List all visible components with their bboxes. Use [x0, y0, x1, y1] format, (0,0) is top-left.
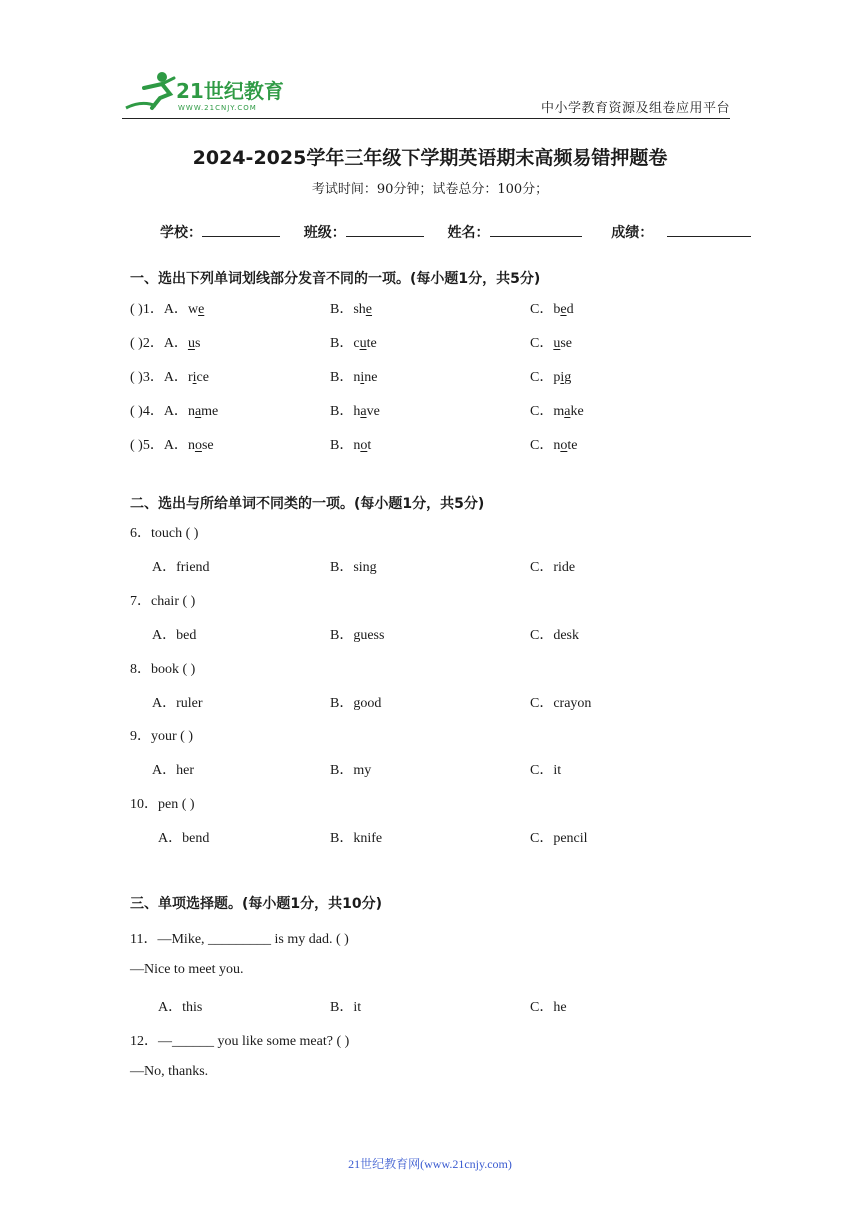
page-footer: 21世纪教育网(www.21cnjy.com): [348, 1157, 512, 1171]
word-part: se: [560, 336, 573, 351]
option-a-word: [188, 438, 214, 453]
question-12: 12．—______ you like some meat? ( ): [130, 1034, 350, 1049]
word-part: n: [353, 438, 361, 453]
option-a-word: [188, 404, 218, 419]
word-part: te: [366, 336, 377, 351]
question-9: 9．your ( ): [130, 729, 193, 744]
word-part: ce: [196, 370, 209, 385]
word-part: n: [187, 438, 195, 453]
logo-url: WWW.21CNJY.COM: [178, 104, 257, 112]
question-10: 10．pen ( ): [130, 797, 195, 812]
question-2: [130, 332, 200, 352]
option-letter: C．: [530, 336, 554, 351]
question-7: 7．chair ( ): [130, 594, 196, 609]
q6-option-a[interactable]: A．friend: [152, 560, 210, 575]
platform-name: 中小学教育资源及组卷应用平台: [540, 101, 730, 116]
option-a-word: [188, 370, 209, 385]
underlined-letter: o: [560, 438, 568, 453]
word-part: n: [553, 438, 561, 453]
q10-option-a[interactable]: A．bend: [158, 831, 210, 846]
underlined-letter: u: [187, 336, 195, 351]
class-label: 班级：: [303, 225, 346, 241]
q3-option-b[interactable]: [330, 366, 377, 386]
header-divider: [122, 118, 730, 119]
q2-option-c[interactable]: [530, 332, 572, 352]
question-number: ( )1．A．: [130, 302, 188, 317]
word-part: m: [553, 404, 565, 419]
exam-subtitle: 考试时间：90分钟；试卷总分：100分；: [311, 182, 549, 197]
q8-option-a[interactable]: A．ruler: [152, 696, 203, 711]
name-label: 姓名：: [447, 225, 490, 241]
name-blank[interactable]: [490, 222, 582, 237]
option-letter: B．: [330, 302, 354, 317]
word-part: c: [353, 336, 360, 351]
underlined-letter: u: [553, 336, 561, 351]
q10-option-b[interactable]: B．knife: [330, 831, 383, 846]
option-letter: B．: [330, 370, 354, 385]
q6-option-c[interactable]: C．ride: [530, 560, 576, 575]
question-3: [130, 366, 209, 386]
q9-option-c[interactable]: C．it: [530, 763, 562, 778]
word-part: ne: [364, 370, 378, 385]
option-letter: C．: [530, 404, 554, 419]
option-b-word: [353, 336, 376, 351]
question-number: ( )5．A．: [130, 438, 188, 453]
option-letter: B．: [330, 336, 354, 351]
word-part: ke: [570, 404, 584, 419]
class-blank[interactable]: [346, 222, 424, 237]
underlined-letter: a: [564, 404, 571, 419]
option-letter: B．: [330, 438, 354, 453]
word-part: r: [187, 370, 193, 385]
q2-option-b[interactable]: [330, 332, 377, 352]
option-a-word: [188, 302, 204, 317]
school-label: 学校：: [160, 225, 202, 241]
option-b-word: [353, 370, 377, 385]
word-part: g: [564, 370, 572, 385]
word-part: b: [553, 302, 561, 317]
q11-option-c[interactable]: C．he: [530, 1000, 567, 1015]
section3-heading: 三、单项选择题。(每小题1分，共10分): [130, 896, 383, 912]
question-6: 6．touch ( ): [130, 526, 199, 541]
school-blank[interactable]: [202, 222, 280, 237]
q7-option-b[interactable]: B．guess: [330, 628, 385, 643]
q1-option-c[interactable]: [530, 298, 574, 318]
question-8: 8．book ( ): [130, 662, 196, 677]
section2-heading: 二、选出与所给单词不同类的一项。(每小题1分，共5分): [130, 496, 485, 512]
question-number: ( )4．A．: [130, 404, 188, 419]
score-blank[interactable]: [667, 222, 751, 237]
word-part: sh: [353, 302, 366, 317]
option-b-word: [353, 404, 379, 419]
score-label: 成绩：: [611, 225, 654, 241]
word-part: s: [194, 336, 201, 351]
question-11-reply: —Nice to meet you.: [130, 962, 244, 977]
q6-option-b[interactable]: B．sing: [330, 560, 377, 575]
word-part: p: [553, 370, 561, 385]
option-letter: C．: [530, 438, 554, 453]
brand-logo: [122, 68, 292, 116]
word-part: n: [187, 404, 195, 419]
q5-option-b[interactable]: [330, 434, 371, 454]
option-letter: B．: [330, 404, 354, 419]
underlined-letter: u: [359, 336, 367, 351]
option-letter: C．: [530, 370, 554, 385]
word-part: t: [367, 438, 372, 453]
q9-option-a[interactable]: A．her: [152, 763, 194, 778]
q11-option-b[interactable]: B．it: [330, 1000, 362, 1015]
option-b-word: [353, 438, 371, 453]
option-c-word: [553, 438, 577, 453]
option-c-word: [553, 370, 571, 385]
underlined-letter: i: [192, 370, 197, 385]
q5-option-c[interactable]: [530, 434, 577, 454]
underlined-letter: a: [360, 404, 367, 419]
underlined-letter: o: [360, 438, 368, 453]
underlined-letter: o: [194, 438, 202, 453]
q8-option-b[interactable]: B．good: [330, 696, 382, 711]
question-5: [130, 434, 214, 454]
question-1: [130, 298, 204, 318]
q11-option-a[interactable]: A．this: [158, 1000, 203, 1015]
option-letter: C．: [530, 302, 554, 317]
option-c-word: [553, 336, 572, 351]
q7-option-a[interactable]: A．bed: [152, 628, 197, 643]
underlined-letter: i: [360, 370, 365, 385]
question-4: [130, 400, 218, 420]
word-part: n: [353, 370, 361, 385]
q4-option-c[interactable]: [530, 400, 584, 420]
word-part: h: [353, 404, 361, 419]
underlined-letter: e: [560, 302, 567, 317]
question-number: ( )3．A．: [130, 370, 188, 385]
word-part: se: [201, 438, 214, 453]
question-12-reply: —No, thanks.: [130, 1064, 209, 1079]
exam-title: 2024-2025学年三年级下学期英语期末高频易错押题卷: [192, 147, 668, 169]
underlined-letter: a: [194, 404, 202, 419]
word-part: ve: [366, 404, 380, 419]
q3-option-c[interactable]: [530, 366, 571, 386]
student-info-row: [160, 222, 751, 242]
underlined-letter: e: [365, 302, 373, 317]
word-part: d: [566, 302, 574, 317]
option-c-word: [553, 302, 573, 317]
question-number: ( )2．A．: [130, 336, 188, 351]
word-part: w: [187, 302, 199, 317]
q7-option-c[interactable]: C．desk: [530, 628, 579, 643]
q1-option-b[interactable]: [330, 298, 372, 318]
underlined-letter: i: [560, 370, 565, 385]
q10-option-c[interactable]: C．pencil: [530, 831, 588, 846]
word-part: me: [201, 404, 219, 419]
option-c-word: [553, 404, 583, 419]
word-part: te: [567, 438, 578, 453]
q8-option-c[interactable]: C．crayon: [530, 696, 592, 711]
question-11: 11．—Mike, _________ is my dad. ( ): [130, 932, 349, 947]
logo-text: 21世纪教育: [176, 79, 284, 103]
q9-option-b[interactable]: B．my: [330, 763, 372, 778]
q4-option-b[interactable]: [330, 400, 380, 420]
section1-heading: 一、选出下列单词划线部分发音不同的一项。(每小题1分，共5分): [130, 271, 541, 287]
option-b-word: [353, 302, 372, 317]
option-a-word: [188, 336, 200, 351]
underlined-letter: e: [198, 302, 205, 317]
